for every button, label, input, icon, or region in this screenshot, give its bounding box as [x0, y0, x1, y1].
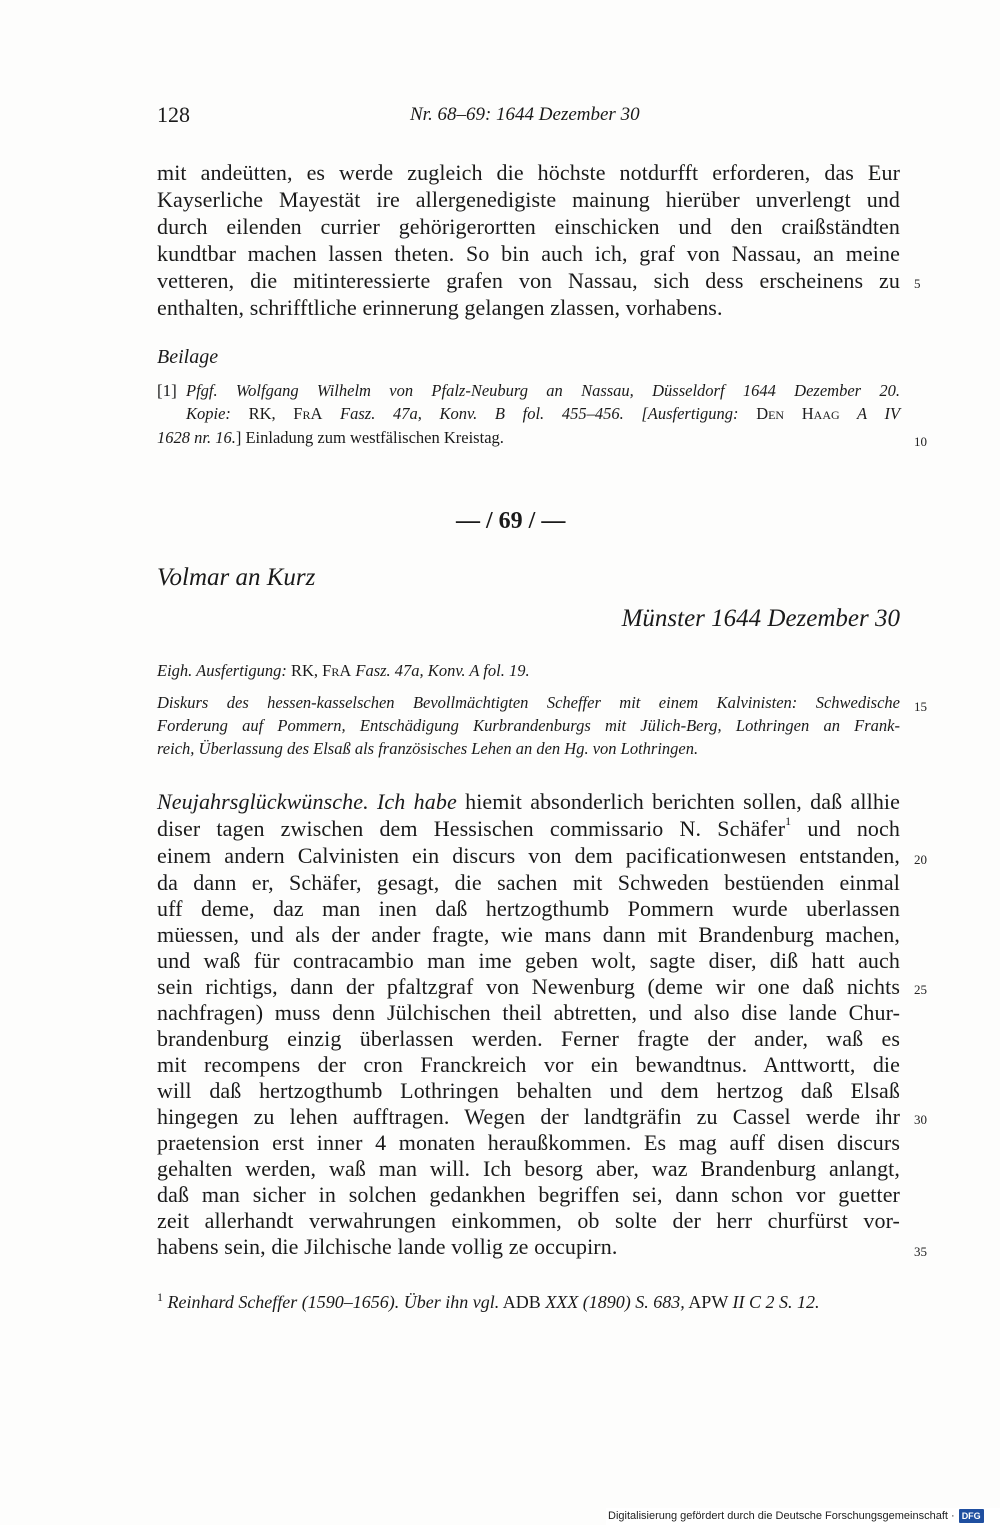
text-line: kundtbar machen lassen theten. So bin auch ich, graf von Nassau, an meine [157, 241, 900, 266]
text-segment: RK, [290, 661, 319, 680]
text-segment: ] Einladung zum westfälischen Kreistag. [235, 428, 504, 447]
text-line: vetteren, die mitinteressierte grafen von Nassau, sich dess erscheinens zu [157, 268, 900, 293]
footnote-marker: 1 [157, 1290, 163, 1304]
text-line: da dann er, Schäfer, gesagt, die sachen mit Schweden bestüenden einmal [157, 870, 900, 895]
regest-line: reich, Überlassung des Elsaß als französisches Lehen an den Hg. von Lothringen. [157, 739, 699, 758]
page-number: 128 [157, 102, 190, 127]
credit-text: Digitalisierung gefördert durch die Deutsche Forschungsgemeinschaft · [608, 1510, 955, 1522]
text-segment: hiemit absonderlich berichten sollen, daß allhie [465, 789, 900, 814]
text-line: einem andern Calvinisten ein discurs von dem pacificationwesen entstanden, [157, 843, 900, 868]
regest-line: Diskurs des hessen-kasselschen Bevollmächtigten Scheffer mit einem Kalvinisten: Schwedische [157, 693, 900, 712]
footnote [157, 1292, 820, 1313]
text-line: daß man sicher in solchen gedankhen begriffen sei, dann schon vor guetter [157, 1182, 900, 1207]
document-number: — / 69 / — [456, 508, 566, 534]
text-line: zeit allerhandt verwahrungen einkommen, ob solte der herr churfürst vor- [157, 1208, 900, 1233]
text-segment: APW [688, 1292, 728, 1312]
line-number: 5 [914, 276, 921, 291]
beilage-line [157, 428, 504, 448]
text-line: und waß für contracambio man ime geben wolt, sagte diser, diß hatt auch [157, 948, 900, 973]
text-segment: II C 2 S. 12. [732, 1292, 820, 1312]
item-marker: [1] [157, 381, 177, 400]
text-line: Kayserliche Mayestät ire allergenedigiste mainung hierüber unverlengt und [157, 187, 900, 212]
beilage-heading: Beilage [157, 346, 219, 368]
text-line [157, 816, 900, 842]
line-number: 30 [914, 1112, 927, 1127]
dfg-logo-icon: DFG [959, 1509, 984, 1523]
text-line [157, 789, 900, 815]
text-line: uff deme, daz man inen daß hertzogthumb Pommern wurde uberlassen [157, 896, 900, 921]
text-line: mit andeütten, es werde zugleich die höchste notdurfft erforderen, das Eur [157, 160, 900, 185]
text-segment: Kopie: [186, 404, 231, 423]
regest-line: Forderung auf Pommern, Entschädigung Kurbrandenburgs mit Jülich-Berg, Lothringen an Frank- [157, 716, 900, 735]
text-line: brandenburg einzig überlassen werden. Ferner fragte der ander, waß es [157, 1026, 900, 1051]
line-number: 35 [914, 1244, 927, 1259]
text-segment: und noch [791, 816, 900, 841]
text-segment: ADB [502, 1292, 541, 1312]
beilage-line: Pfgf. Wolfgang Wilhelm von Pfalz-Neuburg an Nassau, Düsseldorf 1644 Dezember 20. [186, 381, 900, 400]
beilage-line [186, 404, 900, 424]
text-line: enthalten, schrifftliche erinnerung gelangen zlassen, vorhabens. [157, 295, 723, 320]
text-segment: RK, [248, 404, 276, 423]
text-segment: Fasz. 47a, Konv. B fol. 455–456. [Ausfertigung: [340, 404, 739, 423]
text-line: hingegen zu lehen aufftragen. Wegen der landtgräfin zu Cassel werde ihr [157, 1104, 900, 1129]
footnote-ref: 1 [785, 814, 792, 828]
text-line: nachfragen) muss denn Jülchischen theil abtretten, und also dise lande Chur- [157, 1000, 900, 1025]
text-line: mit recompens der cron Franckreich vor ein bewandtnus. Anttwortt, die [157, 1052, 900, 1077]
text-segment: FrA [322, 661, 352, 680]
text-segment: Neujahrsglückwünsche. Ich habe [157, 789, 457, 814]
text-segment: Reinhard Scheffer (1590–1656). Über ihn vgl. [167, 1292, 500, 1312]
line-number: 20 [914, 852, 927, 867]
text-segment: 1628 nr. 16. [157, 428, 236, 447]
text-line: durch eilenden currier gehörigerortten einschicken und den craißständten [157, 214, 900, 239]
digitization-credit [606, 1508, 1000, 1525]
text-segment: FrA [293, 404, 323, 423]
text-line: praetension erst inner 4 monaten heraußkommen. Es mag auff disen discurs [157, 1130, 900, 1155]
source-note [157, 661, 530, 681]
text-segment: A IV [857, 404, 901, 423]
sender-recipient: Volmar an Kurz [157, 564, 316, 591]
place-date: Münster 1644 Dezember 30 [621, 605, 900, 632]
text-line: sein richtigs, dann der pfaltzgraf von Newenburg (deme wir one daß nichts [157, 974, 900, 999]
text-segment: Eigh. Ausfertigung: [157, 661, 287, 680]
line-number: 10 [914, 434, 927, 449]
text-line: müessen, und als der ander fragte, wie mans dann mit Brandenburg machen, [157, 922, 900, 947]
text-line: habens sein, die Jilchische lande vollig ze occupirn. [157, 1234, 618, 1259]
text-segment: Fasz. 47a, Konv. A fol. 19. [355, 661, 530, 680]
text-segment: XXX (1890) S. 683, [545, 1292, 685, 1312]
line-number: 15 [914, 699, 927, 714]
text-segment: Den Haag [756, 404, 840, 423]
line-number: 25 [914, 982, 927, 997]
text-segment: diser tagen zwischen dem Hessischen commissario N. Schäfer [157, 816, 786, 841]
text-line: gehalten werden, waß man will. Ich besorg aber, waz Brandenburg anlangt, [157, 1156, 900, 1181]
running-title: Nr. 68–69: 1644 Dezember 30 [410, 104, 640, 125]
text-line: will daß hertzogthumb Lothringen behalten und dem hertzog daß Elsaß [157, 1078, 900, 1103]
